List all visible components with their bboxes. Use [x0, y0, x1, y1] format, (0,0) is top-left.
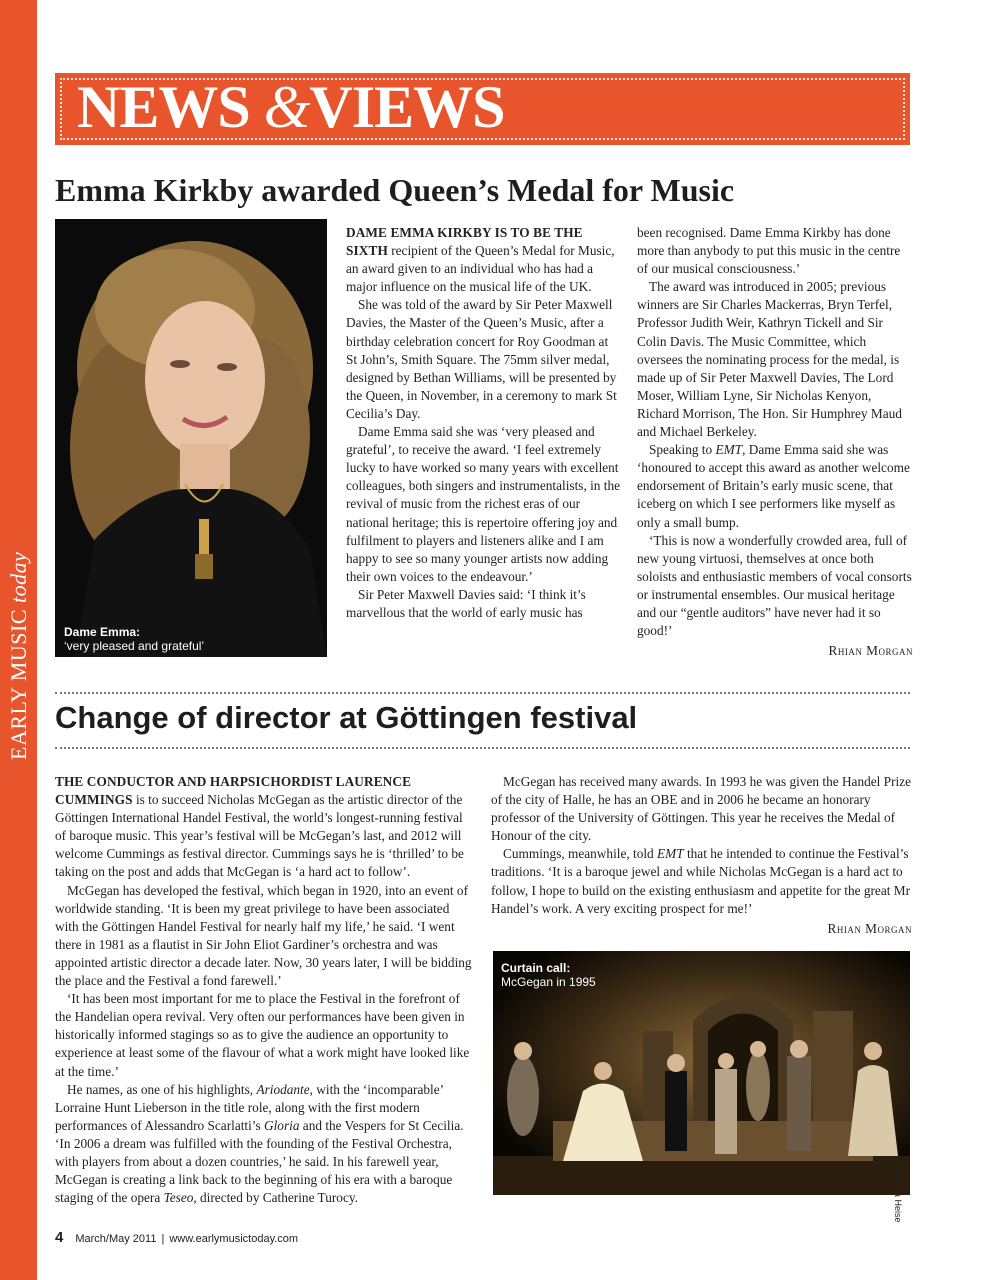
section-title: NEWS &VIEWS [77, 74, 505, 140]
article1-photo [55, 219, 327, 657]
article1-paragraph: been recognised. Dame Emma Kirkby has done more than anybody to put this music in the centre of our musical consciousness.’ [637, 225, 901, 277]
article1-paragraph: Speaking to EMT, Dame Emma said she was ‘honoured to accept this award as another welcome endorsement of Britain’s early music scene, that iceberg on which I see performers like myself as only a small bump. [637, 442, 910, 530]
article2-byline: Rhian Morgan [827, 920, 912, 936]
article2-paragraph: McGegan has received many awards. In 1993 he was given the Handel Prize of the city of Halle, he has an OBE and in 2006 he became an honorary professor of the University of Göttingen. This year he receives the Medal of Honour of the city. [491, 774, 911, 844]
divider-top [55, 692, 910, 694]
article1-paragraph: Dame Emma said she was ‘very pleased and grateful’, to receive the award. ‘I feel extremely lucky to have worked so many years with excellent colleagues, both singers and instrumentalists, in the revival of music from the richest eras of our national heritage; this is repertoire offering joy and fulfilment to players and listeners alike and I am happy to see so many younger artists now adding their own voices to the endeavour.’ [346, 424, 621, 584]
article2-paragraph: Cummings, meanwhile, told EMT that he intended to continue the Festival’s traditions. ‘It is a baroque jewel and while Nicholas McGegan is a hard act to follow, I hope to build on the existing enthusiasm and appetite for the great Mr Handel’s work. A very exciting prospect for me!’ [491, 846, 911, 916]
article1-column-1 [346, 224, 620, 622]
article2-column-1 [55, 773, 473, 1207]
article1-paragraph: Sir Peter Maxwell Davies said: ‘I think it’s marvellous that the world of early music has [346, 586, 586, 620]
article2-photo-caption: Curtain call: McGegan in 1995 [501, 961, 596, 989]
issue-date: March/May 2011 [75, 1233, 157, 1245]
article1-paragraph: She was told of the award by Sir Peter Maxwell Davies, the Master of the Queen’s Music, after a birthday celebration concert for Roy Goodman at St John’s, Smith Square. The 75mm silver medal, designed by Bethan Williams, will be presented by the Queen, in November, in a ceremony to mark St Cecilia’s Day. [346, 297, 617, 421]
article2-paragraph: He names, as one of his highlights, Ariodante, with the ‘incomparable’ Lorraine Hunt Lieberson in the title role, along with the first modern performances of Alessandro Scarlatti’s Gloria and the Vespers for St Cecilia. ‘In 2006 a dream was fulfilled with the founding of the Festival Orchestra, with players from about a dozen countries,’ he said. In his farewell year, McGegan is creating a link back to the beginning of his era with a baroque staging of the opera Teseo, directed by Catherine Turocy. [55, 1081, 464, 1206]
article2-paragraph: THE CONDUCTOR AND HARPSICHORDIST LAURENCE CUMMINGS is to succeed Nicholas McGegan as the artistic director of the Göttingen International Handel Festival, the world’s longest-running festival of baroque music. This year’s festival will be McGegan’s last, and 2012 will welcome Cummings as festival director. Cummings says he is ‘thrilled’ to be taking on the post and adds that McGegan is ‘a hard act to follow’. [55, 774, 464, 880]
page-number: 4 [55, 1229, 64, 1246]
article1-byline: Rhian Morgan [828, 643, 913, 659]
article1-paragraph: ‘This is now a wonderfully crowded area, full of new young virtuosi, themselves at once both soloists and enthusiastic members of vocal consorts or instrumental ensembles. Our musical heritage and our “gentle auditors” have never had it so good!’ [637, 532, 912, 639]
footer-url[interactable]: www.earlymusictoday.com [169, 1233, 299, 1245]
article2-column-2 [491, 773, 912, 938]
divider-bottom [55, 747, 910, 749]
article1-column-2 [637, 224, 913, 660]
article1-headline: Emma Kirkby awarded Queen’s Medal for Music [55, 172, 735, 208]
article2-headline: Change of director at Göttingen festival [55, 700, 638, 735]
page-footer: 4 March/May 2011 | www.earlymusictoday.com [55, 1229, 299, 1246]
article1-paragraph: DAME EMMA KIRKBY IS TO BE THE SIXTH recipient of the Queen’s Medal for Music, an award given to an individual who has had a major influence on the musical life of the UK. [346, 225, 615, 295]
portrait-illustration [55, 219, 327, 657]
photo-credit: Dorothea Heise [893, 1160, 903, 1223]
article2-paragraph: McGegan has developed the festival, which began in 1920, into an event of worldwide standing. ‘It is been my great privilege to have been associated with the Göttingen Handel Festival for nearly half my life,’ he said. ‘I went there in 1981 as a flautist in Sir John Eliot Gardiner’s orchestra and was appointed artistic director a decade later. Now, 30 years later, I will be bidding the place and the Festival a fond farewell.’ [55, 882, 472, 989]
section-banner [55, 73, 910, 145]
magazine-side-label: EARLY MUSIC today [6, 551, 31, 760]
article2-photo [493, 951, 910, 1195]
article2-paragraph: ‘It has been most important for me to place the Festival in the forefront of the Handelian opera revival. Very often our performances have been given in historically informed stagings so as to give the audience an opportunity to experience at least some of the flavour of what a work might have looked like at the time.’ [55, 991, 470, 1079]
article1-paragraph: The award was introduced in 2005; previous winners are Sir Charles Mackerras, Bryn Terfel, Professor Judith Weir, Kathryn Tickell and Sir Colin Davis. The Music Committee, which oversees the nominating process for the medal, is made up of Sir Peter Maxwell Davies, The Lord Moser, William Lyne, Sir Nicholas Kenyon, Richard Morrison, The Hon. Sir Humphrey Maud and Michael Berkeley. [637, 279, 902, 440]
article1-photo-caption: Dame Emma: ‘very pleased and grateful’ [64, 625, 205, 653]
